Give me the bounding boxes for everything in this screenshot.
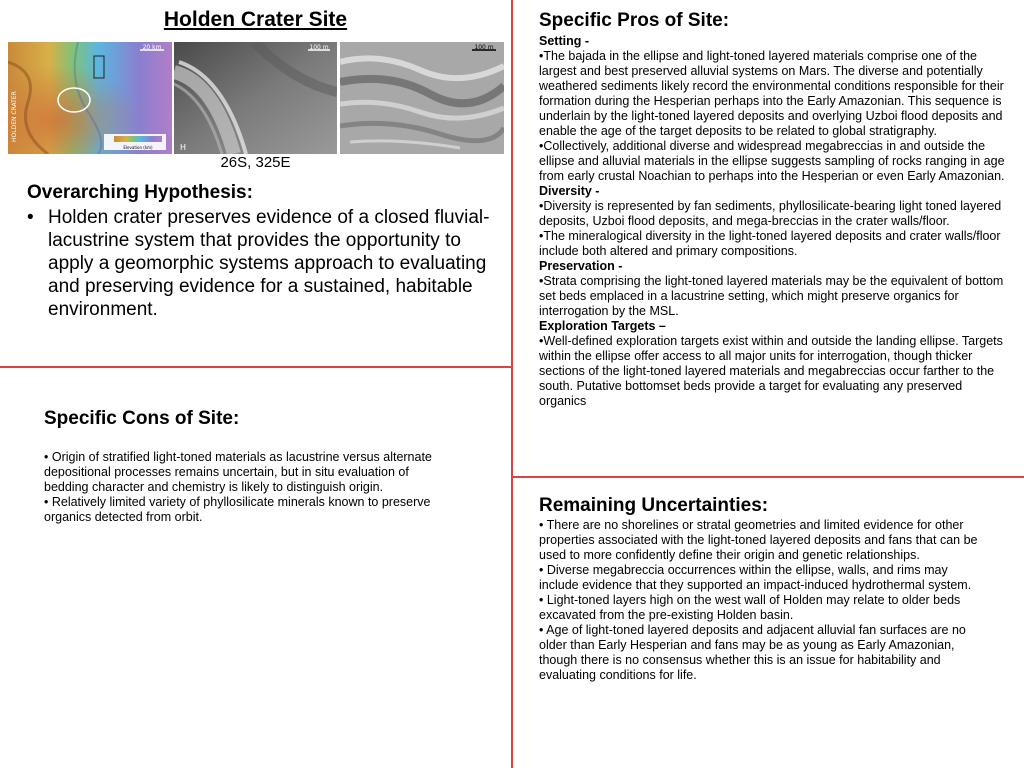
pros-heading: Specific Pros of Site: [539, 10, 730, 31]
page-title: Holden Crater Site [163, 8, 348, 31]
setting-label: Setting - [539, 34, 589, 48]
preservation-item: •Strata comprising the light-toned layered materials may be the equivalent of bottom set beds emplaced in a lacustrine setting, which might preserve organics for interrogation by the MSL. [539, 274, 1004, 318]
hypothesis-list [27, 206, 497, 321]
image-side-label: HOLDEN CRATER [11, 91, 18, 142]
hypothesis-heading: Overarching Hypothesis: [27, 182, 253, 203]
exploration-label: Exploration Targets – [539, 319, 666, 333]
elevation-map-image [8, 42, 172, 154]
right-horizontal-divider [513, 476, 1024, 478]
site-coordinates: 26S, 325E [220, 154, 291, 171]
pros-section [539, 8, 1009, 409]
diversity-label: Diversity - [539, 184, 600, 198]
setting-item: •The bajada in the ellipse and light-toned layered materials comprise one of the largest and best preserved alluvial systems on Mars. The diverse and potentially weathered sediments likely record the environmental conditions responsible for their formation during the Hesperian perhaps into the Early Amazonian. This sequence is underlain by the light-toned layered deposits and overlying Uzboi flood deposits and enable the age of the target deposits to be related to global stratigraphy. [539, 49, 1004, 138]
cons-list [44, 450, 444, 525]
image2-corner-label: H [180, 143, 187, 152]
setting-item: •Collectively, additional diverse and widespread megabreccias in and outside the ellipse and alluvial materials in the ellipse suggests sampling of rocks ranging in age from early crustal Noachian to perhaps into the Hesperian or even Early Amazonian. [539, 139, 1005, 183]
uncertainty-item: • Diverse megabreccia occurrences within the ellipse, walls, and rims may include evidence that they supported an impact-induced hydrothermal system. [539, 563, 972, 592]
left-horizontal-divider [0, 366, 511, 368]
uncertainties-list [539, 518, 989, 683]
megabreccia-terrain-image [340, 42, 504, 154]
bullet-icon: • [27, 207, 34, 228]
uncertainties-heading: Remaining Uncertainties: [539, 495, 769, 516]
uncertainty-item: • Age of light-toned layered deposits and adjacent alluvial fan surfaces are no older than Early Hesperian and fans may be as young as Early Amazonian, though there is no consensus whether this is an issue for habitability and evaluating conditions for life. [539, 623, 966, 682]
diversity-item: •Diversity is represented by fan sediments, phyllosilicate-bearing light toned layered deposits, Uzboi flood deposits, and mega-breccias in the crater walls/floor. [539, 199, 1002, 228]
diversity-item: •The mineralogical diversity in the light-toned layered deposits and crater walls/floor include both altered and primary compositions. [539, 229, 1001, 258]
pros-body [539, 34, 1009, 409]
cons-item: • Origin of stratified light-toned materials as lacustrine versus alternate depositional processes remains uncertain, but in situ evaluation of bedding character and chemistry is likely to distinguish origin. [44, 450, 432, 494]
image-strip [8, 42, 505, 154]
vertical-divider [511, 0, 513, 768]
uncertainties-section [539, 494, 989, 683]
cons-heading: Specific Cons of Site: [44, 408, 240, 429]
exploration-item: •Well-defined exploration targets exist within and outside the landing ellipse. Targets within the ellipse offer access to all major units for interrogation, though thicker sections of the light-toned layered materials and megabreccias occur farther to the south. Putative bottomset beds provide a target for evaluating any preserved organics [539, 334, 1003, 408]
image2-scale: 100 m [309, 44, 329, 51]
colorbar-label: Elevation (km) [123, 145, 153, 150]
uncertainty-item: • Light-toned layers high on the west wall of Holden may relate to older beds excavated from the pre-existing Holden basin. [539, 593, 961, 622]
hypothesis-item: • Holden crater preserves evidence of a closed fluvial-lacustrine system that provides the opportunity to apply a geomorphic systems approach to evaluating and preserving evidence for a sustained, habitable environment. [27, 207, 490, 320]
preservation-label: Preservation - [539, 259, 623, 273]
image3-scale: 100 m [474, 44, 494, 51]
cons-item: • Relatively limited variety of phyllosilicate minerals known to preserve organics detected from orbit. [44, 495, 431, 524]
layered-deposit-image [174, 42, 337, 154]
uncertainty-item: • There are no shorelines or stratal geometries and limited evidence for other properties associated with the light-toned layered deposits and fans that can be used to more confidently define their origin and genetic relationships. [539, 518, 978, 562]
image1-scale: 20 km [142, 44, 162, 51]
